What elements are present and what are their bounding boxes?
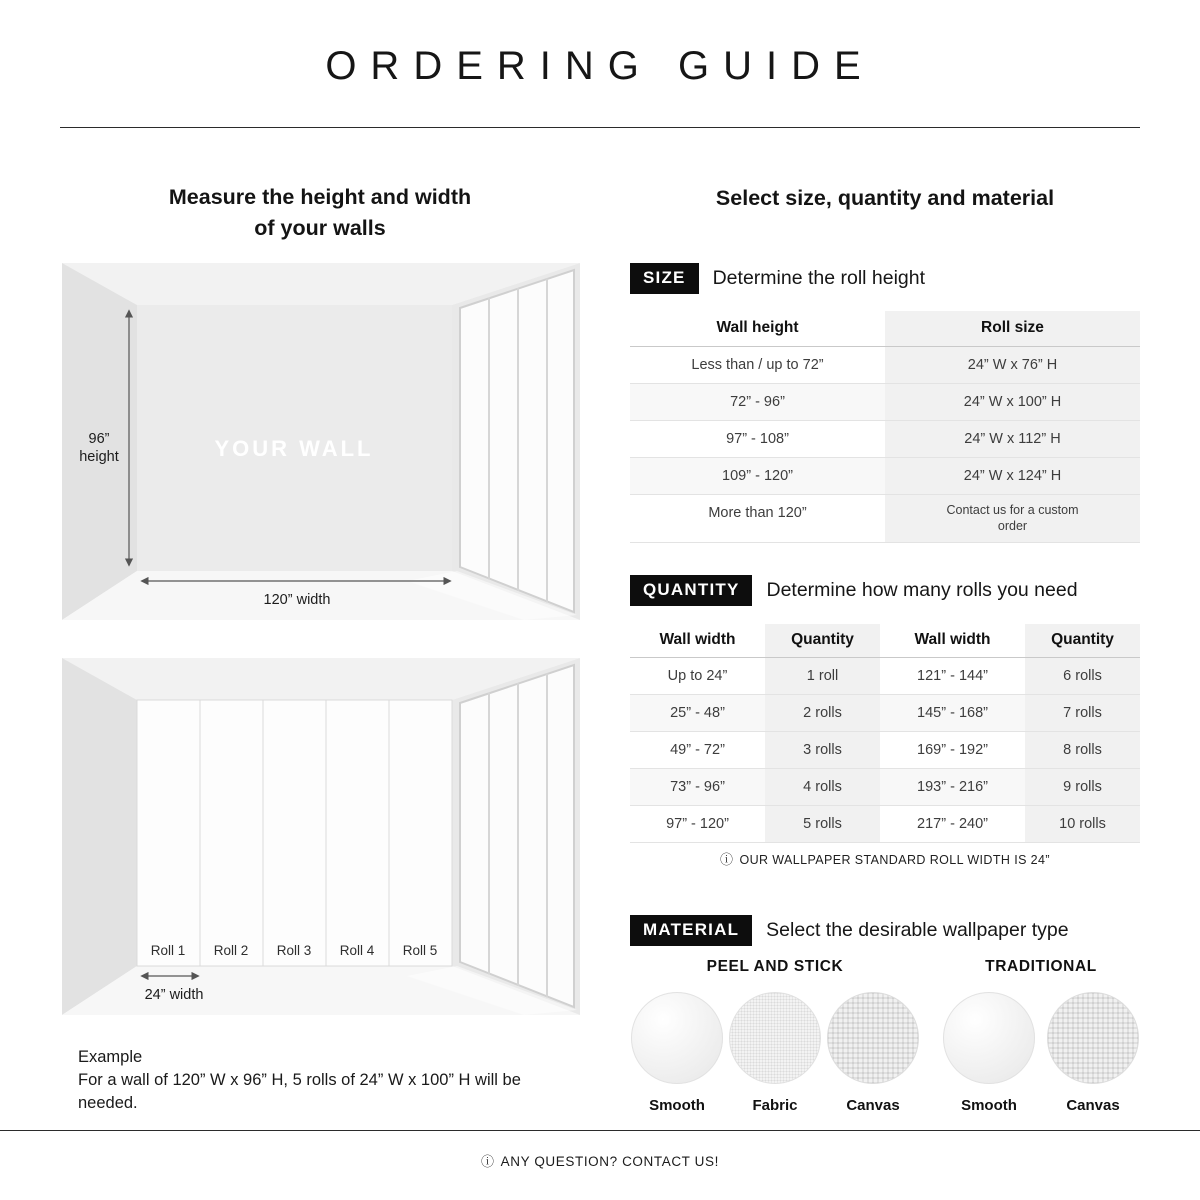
quantity-table-row — [630, 806, 1140, 843]
roll-panel — [200, 700, 263, 966]
material-badge: MATERIAL — [630, 915, 752, 946]
standard-roll-width-note — [630, 849, 1140, 868]
footer-contact-note — [0, 1151, 1200, 1170]
roll-panel — [326, 700, 389, 966]
size-col-roll-size: Roll size — [885, 311, 1140, 346]
size-table-row — [630, 458, 1140, 495]
quantity-subtitle: Determine how many rolls you need — [766, 579, 1078, 601]
wall-width-cell: 217” - 240” — [917, 816, 988, 832]
height-word-label: height — [79, 449, 119, 465]
quantity-cell: 1 roll — [765, 658, 880, 694]
wall-height-cell: Less than / up to 72” — [691, 357, 824, 373]
quantity-cell: 4 rolls — [765, 769, 880, 805]
material-group-title: PEEL AND STICK — [706, 958, 844, 975]
info-icon: ⓘ — [481, 1154, 495, 1169]
title-divider — [60, 127, 1140, 128]
size-table-row — [630, 495, 1140, 543]
your-wall-label: YOUR WALL — [214, 436, 374, 461]
measure-heading-line2: of your walls — [254, 215, 386, 240]
standard-roll-width-text: OUR WALLPAPER STANDARD ROLL WIDTH IS 24” — [739, 853, 1050, 867]
material-section-header — [630, 915, 1069, 946]
swatch-smooth — [942, 992, 1036, 1114]
wall-width-cell: Up to 24” — [667, 668, 728, 684]
swatch-smooth — [630, 992, 724, 1114]
swatch-fabric — [728, 992, 822, 1114]
quantity-badge: QUANTITY — [630, 575, 752, 606]
size-badge: SIZE — [630, 263, 699, 294]
traditional-swatches — [942, 992, 1140, 1114]
roll-label: Roll 1 — [150, 943, 186, 958]
quantity-cell: 7 rolls — [1025, 695, 1140, 731]
width-label: 120” width — [263, 592, 331, 608]
wall-width-cell: 193” - 216” — [880, 769, 1025, 805]
swatch-label: Smooth — [649, 1097, 705, 1114]
quantity-cell: 3 rolls — [765, 732, 880, 768]
quantity-col-header: Quantity — [765, 624, 880, 657]
quantity-cell: 10 rolls — [1025, 806, 1140, 842]
roll-width-label: 24” width — [144, 987, 204, 1003]
swatch-label: Canvas — [846, 1097, 900, 1114]
size-col-wall-height: Wall height — [716, 319, 799, 336]
wall-height-cell: 109” - 120” — [630, 458, 885, 494]
roll-size-cell: 24” W x 112” H — [885, 421, 1140, 457]
size-table-header — [630, 311, 1140, 347]
size-table-row — [630, 384, 1140, 421]
wall-height-cell: 97” - 108” — [726, 431, 789, 447]
quantity-table-row — [630, 658, 1140, 695]
size-subtitle: Determine the roll height — [712, 267, 926, 289]
wall-width-cell: 49” - 72” — [670, 742, 725, 758]
material-group-peel-and-stick — [630, 958, 920, 1114]
roll-size-cell: 24” W x 100” H — [885, 384, 1140, 420]
swatch-canvas — [826, 992, 920, 1114]
measure-heading-line1: Measure the height and width — [168, 185, 472, 209]
roll-size-cell: 24” W x 124” H — [885, 458, 1140, 494]
quantity-table-row — [630, 769, 1140, 806]
wall-height-cell: More than 120” — [708, 505, 807, 521]
smooth-texture-icon — [943, 992, 1035, 1084]
roll-label: Roll 4 — [339, 943, 375, 958]
room-illustration-your-wall — [62, 263, 580, 620]
quantity-col-header: Quantity — [1025, 624, 1140, 657]
canvas-texture-icon — [1047, 992, 1139, 1084]
example-note — [78, 1046, 556, 1114]
wall-width-cell: 121” - 144” — [917, 668, 988, 684]
roll-size-cell: 24” W x 76” H — [885, 347, 1140, 383]
left-wall — [62, 658, 137, 1015]
info-icon: ⓘ — [720, 852, 734, 867]
quantity-table — [630, 624, 1140, 843]
example-title: Example — [78, 1048, 143, 1066]
wall-width-cell: 145” - 168” — [880, 695, 1025, 731]
page-title: ORDERING GUIDE — [325, 44, 875, 88]
peel-and-stick-swatches — [630, 992, 920, 1114]
height-value-label: 96” — [88, 431, 110, 447]
room-illustration-rolls — [62, 658, 580, 1015]
wall-height-cell: 72” - 96” — [630, 384, 885, 420]
quantity-cell: 6 rolls — [1025, 658, 1140, 694]
canvas-texture-icon — [827, 992, 919, 1084]
select-heading: Select size, quantity and material — [715, 186, 1055, 210]
roll-panel — [389, 700, 452, 966]
quantity-table-row — [630, 732, 1140, 769]
footer-divider — [0, 1130, 1200, 1131]
size-section-header — [630, 263, 925, 294]
swatch-canvas — [1046, 992, 1140, 1114]
fabric-texture-icon — [729, 992, 821, 1084]
wall-width-cell: 25” - 48” — [630, 695, 765, 731]
example-text: For a wall of 120” W x 96” H, 5 rolls of 24” W x 100” H will be needed. — [78, 1070, 521, 1112]
size-table — [630, 311, 1140, 543]
wall-width-cell: 97” - 120” — [666, 816, 729, 832]
quantity-cell: 9 rolls — [1025, 769, 1140, 805]
quantity-cell: 5 rolls — [765, 806, 880, 842]
wall-width-cell: 73” - 96” — [630, 769, 765, 805]
quantity-cell: 8 rolls — [1025, 732, 1140, 768]
roll-label: Roll 3 — [276, 943, 312, 958]
wall-width-cell: 169” - 192” — [917, 742, 988, 758]
size-table-row — [630, 421, 1140, 458]
swatch-label: Fabric — [752, 1097, 798, 1114]
quantity-section-header — [630, 575, 1078, 606]
quantity-table-row — [630, 695, 1140, 732]
material-subtitle: Select the desirable wallpaper type — [766, 919, 1069, 941]
smooth-texture-icon — [631, 992, 723, 1084]
footer-contact-text: ANY QUESTION? CONTACT US! — [500, 1154, 719, 1169]
roll-panel — [263, 700, 326, 966]
swatch-label: Smooth — [961, 1097, 1017, 1114]
roll-size-cell: Contact us for a custom order — [885, 495, 1140, 542]
quantity-col-header: Wall width — [914, 631, 991, 648]
measure-heading — [70, 182, 570, 243]
quantity-cell: 2 rolls — [765, 695, 880, 731]
roll-label: Roll 2 — [213, 943, 249, 958]
material-options — [630, 958, 1140, 1114]
swatch-label: Canvas — [1066, 1097, 1120, 1114]
roll-label: Roll 5 — [402, 943, 438, 958]
size-table-row — [630, 347, 1140, 384]
material-group-title: TRADITIONAL — [985, 958, 1097, 975]
quantity-col-header: Wall width — [659, 631, 736, 648]
roll-panel — [137, 700, 200, 966]
material-group-traditional — [942, 958, 1140, 1114]
quantity-table-header — [630, 624, 1140, 658]
